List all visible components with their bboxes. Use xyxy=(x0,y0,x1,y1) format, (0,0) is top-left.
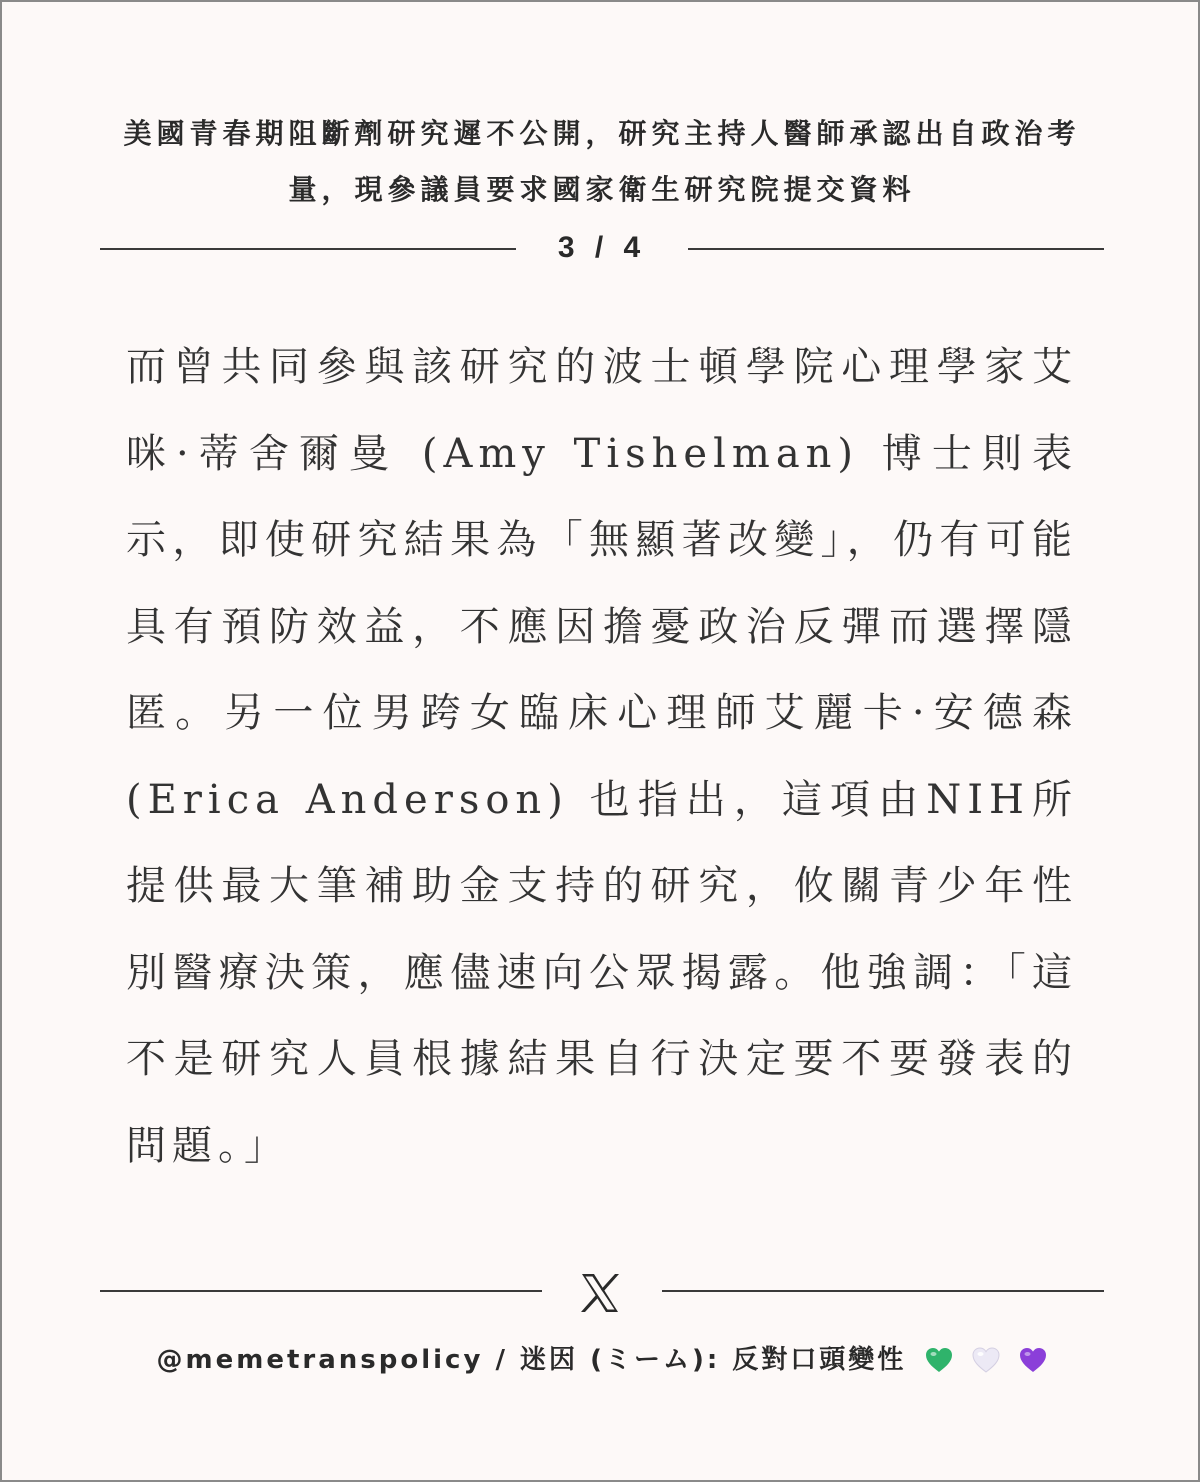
footer-credit xyxy=(102,1338,1102,1382)
page-indicator: 3 / 4 xyxy=(557,231,647,264)
x-logo-icon xyxy=(576,1270,624,1316)
green-heart-icon xyxy=(925,1347,953,1373)
footer-separator: / xyxy=(483,1345,521,1375)
white-heart-icon xyxy=(972,1347,1000,1373)
account-handle: @memetranspolicy xyxy=(156,1345,484,1375)
divider-top-left xyxy=(100,248,516,250)
purple-heart-icon xyxy=(1019,1347,1047,1373)
divider-bottom-right xyxy=(662,1290,1104,1292)
article-body: 而曾共同參與該研究的波士頓學院心理學家艾咪·蒂舍爾曼 (Amy Tishelman) 博士則表示，即使研究結果為「無顯著改變」，仍有可能具有預防效益，不應因擔憂政治反彈而選擇隱匿。另一位男跨女臨床心理師艾麗卡·安德森 (Erica Anderson) 也指出，這項由NIH所提供最大筆補助金支持的研究，攸關青少年性別醫療決策，應儘速向公眾揭露。他強調：「這不是研究人員根據結果自行決定要不要發表的問題。」 xyxy=(126,344,1078,1169)
page-title: 美國青春期阻斷劑研究遲不公開，研究主持人醫師承認出自政治考量，現參議員要求國家衛生研究院提交資料 xyxy=(123,117,1081,206)
divider-top-right xyxy=(688,248,1104,250)
account-name: 迷因 (ミーム): 反對口頭變性 xyxy=(520,1345,907,1375)
divider-bottom-left xyxy=(100,1290,542,1292)
